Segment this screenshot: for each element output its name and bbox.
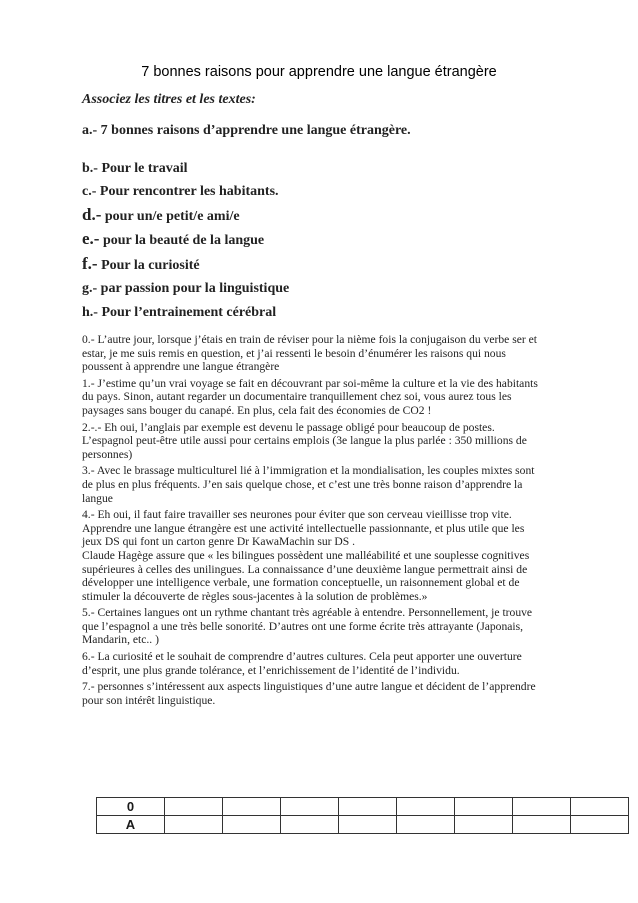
text-line: jeux DS qui font un carton genre Dr KawaMachin sur DS .	[82, 535, 356, 549]
text-line: paysages sans bouger du canapé. En plus, cela fait des économies de CO2 !	[82, 403, 432, 417]
title-item-h	[82, 304, 582, 330]
title-item-g	[82, 280, 582, 304]
title-letter: d.-	[82, 205, 102, 224]
text-paragraph-4	[82, 508, 582, 603]
text-line: supérieures à celles des unilingues. La connaissance d’une deuxième langue permettrait ainsi de	[82, 562, 528, 576]
title-letter: h.-	[82, 305, 98, 320]
title-item-c	[82, 183, 582, 206]
title-item-f	[82, 255, 582, 280]
text-paragraph-6	[82, 650, 582, 677]
table-cell[interactable]	[223, 816, 281, 834]
text-line: 3.- Avec le brassage multiculturel lié à l’immigration et la mondialisation, les couples mixtes sont	[82, 464, 535, 478]
table-cell[interactable]	[571, 798, 629, 816]
text-line: 7.- personnes s’intéressent aux aspects linguistiques d’une autre langue et décident de l’apprendre	[82, 680, 536, 694]
text-line: 2.-.- Eh oui, l’anglais par exemple est devenu le passage obligé pour beaucoup de postes.	[82, 420, 495, 434]
text-line: Claude Hagège assure que « les bilingues possèdent une malléabilité et une souplesse cognitives	[82, 548, 530, 562]
text-line: 4.- Eh oui, il faut faire travailler ses neurones pour éviter que son cerveau vieillisse trop vite.	[82, 508, 512, 522]
text-line: 6.- La curiosité et le souhait de comprendre d’autres cultures. Cela peut apporter une ouverture	[82, 650, 522, 664]
title-text: Pour l’entrainement cérébral	[97, 305, 277, 320]
title-text: 7 bonnes raisons d’apprendre une langue étrangère.	[97, 123, 411, 138]
title-text: Pour rencontrer les habitants.	[96, 184, 279, 199]
page-title: 7 bonnes raisons pour apprendre une langue étrangère	[141, 64, 497, 80]
table-cell[interactable]	[455, 798, 513, 816]
table-cell[interactable]	[339, 816, 397, 834]
table-cell[interactable]	[397, 816, 455, 834]
table-cell: A	[97, 816, 165, 834]
text-line: poussent à apprendre une langue étrangère	[82, 360, 280, 374]
title-item-d	[82, 206, 582, 230]
text-line: Apprendre une langue étrangère est une activité intellectuelle passionnante, et plus utile que les	[82, 521, 525, 535]
text-paragraph-2	[82, 421, 582, 462]
text-line: Mandarin, etc.. )	[82, 633, 159, 647]
table-cell[interactable]	[339, 798, 397, 816]
text-line: 5.- Certaines langues ont un rythme chantant très agréable à entendre. Personnellement, je trouve	[82, 606, 533, 620]
text-line: que l’espagnol a une très belle sonorité. D’autres ont une forme écrite très attrayante (Japonais,	[82, 619, 524, 633]
title-letter: e.-	[82, 229, 100, 248]
title-letter: b.-	[82, 161, 98, 176]
text-line: du pays. Sinon, autant regarder un documentaire tranquillement chez soi, vous aurez tous les	[82, 390, 512, 404]
title-text: par passion pour la linguistique	[97, 281, 290, 296]
title-text: Pour la curiosité	[97, 258, 200, 273]
title-letter: a.-	[82, 123, 98, 138]
text-paragraph-7	[82, 680, 582, 707]
title-item-e	[82, 230, 582, 255]
text-line: développer une intelligence verbale, une formation conceptuelle, un raisonnement global et de	[82, 576, 520, 590]
scanned-worksheet	[82, 92, 582, 710]
text-paragraph-0	[82, 333, 582, 374]
text-line: d’esprit, une plus grande tolérance, et l’enrichissement de l’identité de l’individu.	[82, 663, 460, 677]
text-line: stimuler la découverte de règles sous-jacentes à la solution de problèmes.»	[82, 589, 428, 603]
texts-section	[82, 333, 582, 707]
table-row	[97, 798, 629, 816]
title-letter: f.-	[82, 254, 98, 273]
table-cell[interactable]	[281, 798, 339, 816]
title-text: pour la beauté de la langue	[99, 233, 265, 248]
title-letter: c.-	[82, 184, 97, 199]
text-line: 0.- L’autre jour, lorsque j’étais en train de réviser pour la nième fois la conjugaison du verbe ser et	[82, 333, 537, 346]
instruction: Associez les titres et les textes:	[82, 92, 256, 107]
table-cell[interactable]	[165, 816, 223, 834]
text-paragraph-3	[82, 464, 582, 505]
table-cell[interactable]	[571, 816, 629, 834]
table-cell[interactable]	[513, 816, 571, 834]
text-line: de plus en plus fréquents. J’en sais quelque chose, et c’est une très bonne raison d’apprendre la	[82, 477, 523, 491]
title-text: Pour le travail	[97, 161, 188, 176]
table-cell[interactable]	[281, 816, 339, 834]
titles-list	[82, 122, 582, 330]
table-cell[interactable]	[223, 798, 281, 816]
text-line: 1.- J’estime qu’un vrai voyage se fait en découvrant par soi-même la culture et la vie des habitants	[82, 376, 538, 390]
title-text: pour un/e petit/e ami/e	[101, 209, 240, 224]
table-cell: 0	[97, 798, 165, 816]
title-item-b	[82, 160, 582, 183]
text-line: langue	[82, 491, 113, 505]
text-line: personnes)	[82, 447, 133, 461]
answer-table	[96, 797, 629, 834]
text-paragraph-5	[82, 606, 582, 647]
text-line: L’espagnol peut-être utile aussi pour certains emplois (3e langue la plus parlée : 350 millions de	[82, 434, 527, 448]
text-line: estar, je me suis remis en question, et j’ai ressenti le besoin d’énumérer les raisons qui nous	[82, 346, 506, 360]
table-cell[interactable]	[513, 798, 571, 816]
title-item-a	[82, 122, 582, 160]
text-paragraph-1	[82, 377, 582, 418]
title-letter: g.-	[82, 281, 98, 296]
table-cell[interactable]	[397, 798, 455, 816]
text-line: pour son intérêt linguistique.	[82, 693, 216, 707]
table-cell[interactable]	[165, 798, 223, 816]
table-row	[97, 816, 629, 834]
table-cell[interactable]	[455, 816, 513, 834]
